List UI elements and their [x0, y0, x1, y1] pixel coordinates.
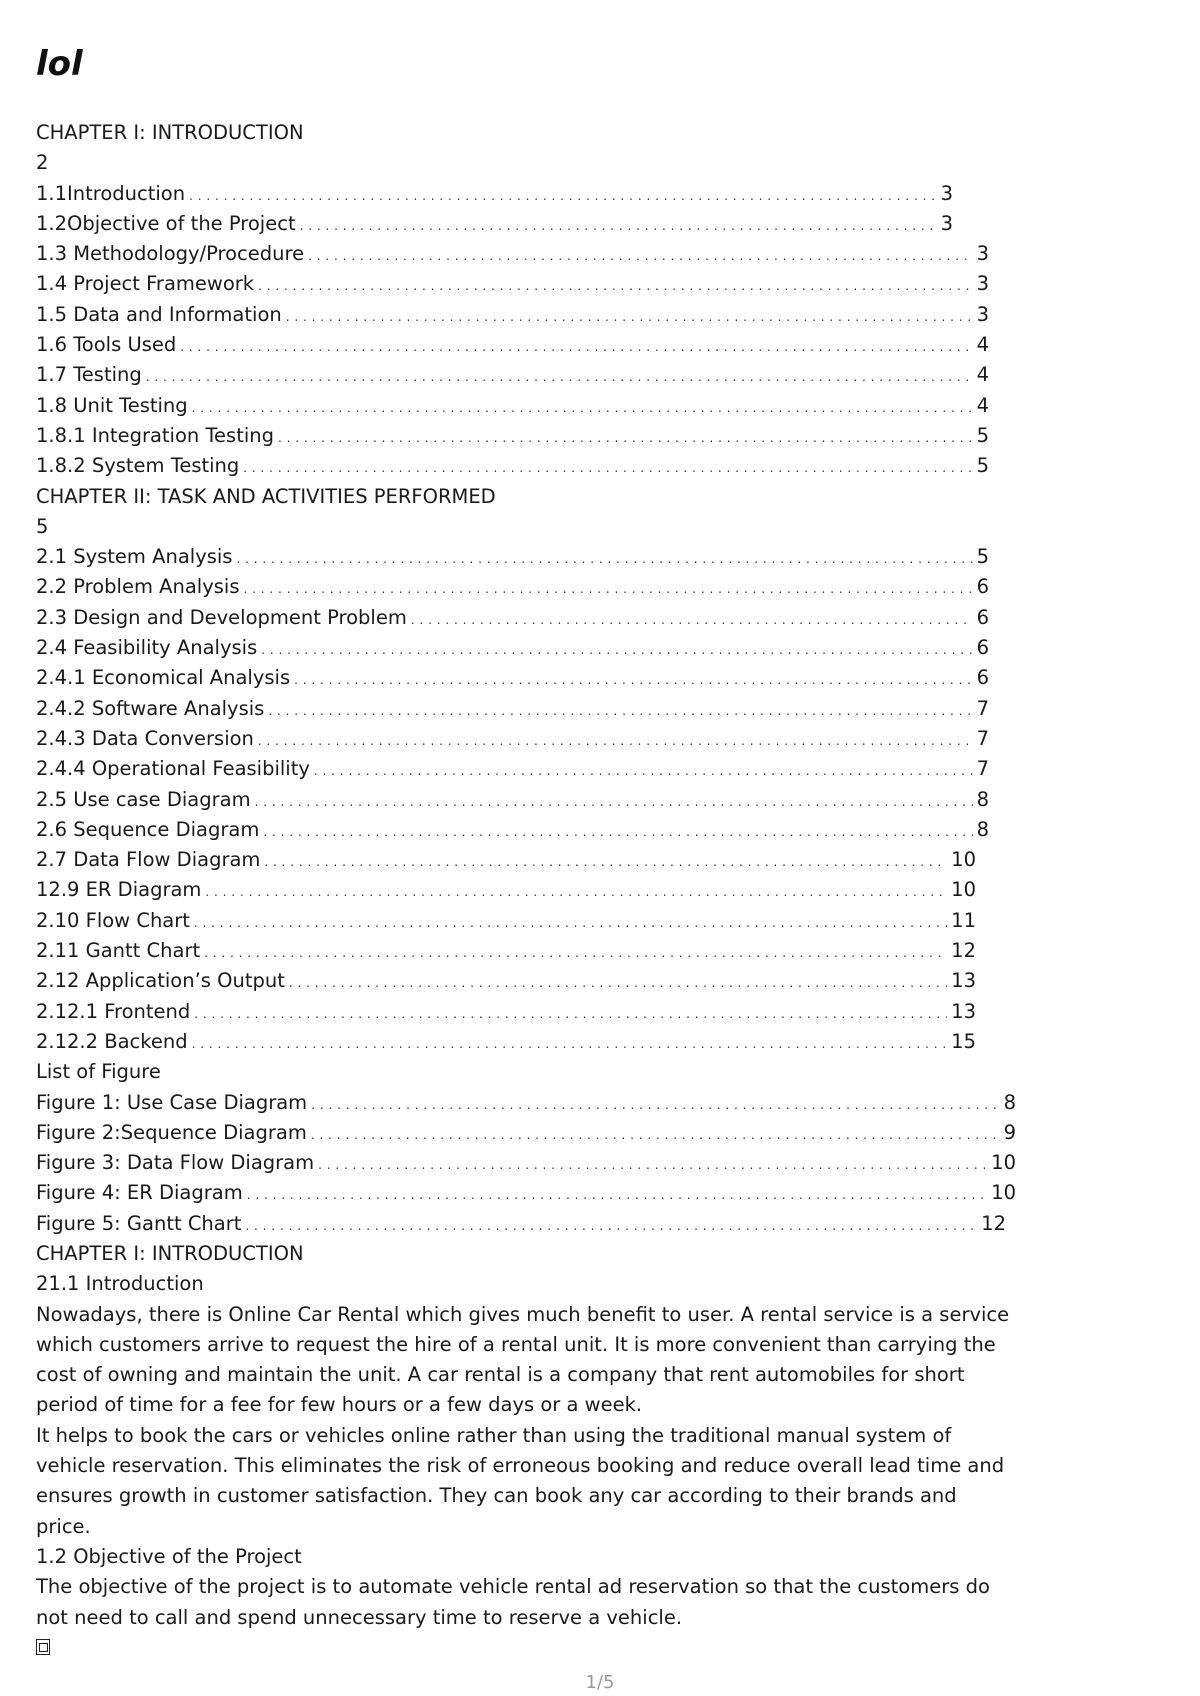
toc-entry: [36, 179, 953, 209]
toc-entry: [36, 360, 989, 390]
toc-leader-dots: [255, 785, 973, 815]
toc-entry-page: 7: [976, 726, 989, 750]
toc-entry-page: 3: [976, 272, 989, 296]
toc-entry: [36, 1209, 1006, 1239]
toc-entry: [36, 633, 989, 663]
toc-entry-label: 2.1 System Analysis: [36, 545, 233, 569]
toc-entry-page: 12: [981, 1211, 1006, 1235]
toc-leader-dots: [318, 1148, 987, 1178]
toc-entry-page: 10: [951, 848, 976, 872]
toc-leader-dots: [294, 663, 972, 693]
toc-entry-label: 1.7 Testing: [36, 363, 142, 387]
toc-entry-page: 6: [976, 605, 989, 629]
toc-entry: [36, 663, 989, 693]
toc-entry-label: 1.2Objective of the Project: [36, 211, 296, 235]
toc-leader-dots: [268, 694, 972, 724]
toc-entry-label: Figure 2:Sequence Diagram: [36, 1120, 307, 1144]
toc-entry-label: 2.7 Data Flow Diagram: [36, 848, 261, 872]
toc-entry-label: 2.10 Flow Chart: [36, 908, 190, 932]
toc-entry: [36, 906, 976, 936]
toc-entry-page: 3: [976, 302, 989, 326]
toc-entry: [36, 724, 989, 754]
toc-entry-page: 9: [1003, 1120, 1016, 1144]
toc-leader-dots: [247, 1178, 987, 1208]
toc-leader-dots: [300, 209, 937, 239]
chapter2-heading: CHAPTER II: TASK AND ACTIVITIES PERFORMED: [36, 484, 496, 508]
toc-leader-dots: [205, 875, 947, 905]
toc-entry: [36, 542, 989, 572]
toc-leader-dots: [204, 936, 947, 966]
toc-leader-dots: [314, 754, 973, 784]
toc-entry-page: 7: [976, 757, 989, 781]
toc-entry: [36, 269, 989, 299]
toc-entry: [36, 209, 953, 239]
toc-entry-page: 12: [951, 939, 976, 963]
toc-leader-dots: [258, 724, 973, 754]
chapter1-heading: CHAPTER I: INTRODUCTION: [36, 121, 304, 144]
toc-leader-dots: [311, 1118, 1000, 1148]
toc-entry-label: 1.4 Project Framework: [36, 272, 255, 296]
toc-entry: [36, 300, 989, 330]
toc-entry-label: 2.5 Use case Diagram: [36, 787, 251, 811]
toc-entry-label: Figure 1: Use Case Diagram: [36, 1090, 308, 1114]
toc-entry-label: 1.8 Unit Testing: [36, 393, 188, 417]
paragraph-1: Nowadays, there is Online Car Rental which gives much benefit to user. A rental service is a service which customers arrive to request the hire of a rental unit. It is more convenient than carrying the cost of owning and maintain the unit. A car rental is a company that rent automobiles for short period of time for a fee for few hours or a few days or a week.: [36, 1302, 1010, 1417]
toc-leader-dots: [308, 239, 972, 269]
toc-entry: [36, 936, 976, 966]
document-content: [36, 118, 1166, 1663]
toc-leader-dots: [243, 572, 972, 602]
toc-entry: [36, 451, 989, 481]
toc-entry: [36, 603, 989, 633]
toc-entry: [36, 239, 989, 269]
toc-leader-dots: [192, 1027, 948, 1057]
toc-leader-dots: [194, 906, 947, 936]
toc-entry-page: 15: [951, 1029, 976, 1053]
toc-leader-dots: [192, 391, 973, 421]
toc-entry-page: 5: [976, 454, 989, 478]
toc-leader-dots: [245, 1209, 977, 1239]
toc-entry-label: 1.3 Methodology/Procedure: [36, 242, 305, 266]
toc-entry-page: 4: [976, 393, 989, 417]
toc-leader-dots: [264, 845, 947, 875]
toc-entry: [36, 1148, 1016, 1178]
toc-entry: [36, 391, 989, 421]
toc-entry-page: 10: [991, 1181, 1016, 1205]
toc-entry: [36, 754, 989, 784]
toc-leader-dots: [263, 815, 972, 845]
toc-entry-page: 3: [976, 242, 989, 266]
toc-entry: [36, 1027, 976, 1057]
toc-entry-label: 2.6 Sequence Diagram: [36, 817, 260, 841]
toc-entry-label: 1.1Introduction: [36, 181, 186, 205]
toc-leader-dots: [286, 300, 973, 330]
toc-entry-label: 2.4.1 Economical Analysis: [36, 666, 291, 690]
toc-entry-label: 2.11 Gantt Chart: [36, 939, 201, 963]
toc-entry-page: 5: [976, 423, 989, 447]
toc-leader-dots: [146, 360, 973, 390]
toc-entry: [36, 572, 989, 602]
toc-entry-page: 8: [976, 817, 989, 841]
toc-entry-label: 2.2 Problem Analysis: [36, 575, 240, 599]
toc-entry-label: 2.4 Feasibility Analysis: [36, 636, 258, 660]
toc-leader-dots: [311, 1088, 999, 1118]
toc-entry-label: 1.6 Tools Used: [36, 333, 177, 357]
toc-entry-page: 7: [976, 696, 989, 720]
toc-entry-page: 3: [940, 181, 953, 205]
chapter1-page: 2: [36, 151, 49, 175]
body-chapter-heading: CHAPTER I: INTRODUCTION: [36, 1241, 304, 1265]
toc-leader-dots: [258, 269, 973, 299]
toc-entry-label: 1.8.1 Integration Testing: [36, 423, 275, 447]
toc-entry: [36, 330, 989, 360]
toc-entry-page: 10: [991, 1151, 1016, 1175]
toc-entry-label: 2.12 Application’s Output: [36, 969, 285, 993]
toc-entry-page: 10: [951, 878, 976, 902]
section-1-1-heading: 21.1 Introduction: [36, 1272, 204, 1296]
toc-entry-label: 1.8.2 System Testing: [36, 454, 240, 478]
toc-entry-page: 13: [951, 969, 976, 993]
toc-entry: [36, 875, 976, 905]
toc-entry-page: 6: [976, 575, 989, 599]
toc-entry: [36, 815, 989, 845]
toc-entry-label: 2.12.1 Frontend: [36, 999, 191, 1023]
toc-leader-dots: [236, 542, 972, 572]
toc-entry: [36, 421, 989, 451]
toc-entry-page: 8: [976, 787, 989, 811]
toc-entry-label: Figure 3: Data Flow Diagram: [36, 1151, 315, 1175]
toc-entry-label: 1.5 Data and Information: [36, 302, 282, 326]
toc-leader-dots: [194, 997, 947, 1027]
toc-entry-label: Figure 5: Gantt Chart: [36, 1211, 242, 1235]
paragraph-2: It helps to book the cars or vehicles online rather than using the traditional manual system of vehicle reservation. This eliminates the risk of erroneous booking and reduce overall lead time and ensures growth in customer satisfaction. They can book any car according to their brands and price.: [36, 1423, 1005, 1538]
toc-chapter2: [36, 542, 1166, 1057]
toc-entry-label: Figure 4: ER Diagram: [36, 1181, 243, 1205]
toc-leader-dots: [411, 603, 973, 633]
toc-leader-dots: [278, 421, 973, 451]
toc-entry: [36, 845, 976, 875]
page-indicator: 1/5: [585, 1672, 615, 1693]
toc-entry: [36, 1088, 1016, 1118]
toc-entry-label: 2.4.4 Operational Feasibility: [36, 757, 310, 781]
toc-entry-page: 6: [976, 636, 989, 660]
document-title: lol: [36, 44, 83, 84]
toc-entry: [36, 1118, 1016, 1148]
toc-leader-dots: [243, 451, 972, 481]
toc-entry-page: 8: [1003, 1090, 1016, 1114]
toc-entry: [36, 785, 989, 815]
toc-entry-page: 4: [976, 333, 989, 357]
toc-figures: [36, 1088, 1166, 1239]
toc-chapter1: [36, 179, 1166, 482]
placeholder-glyph-line: [36, 1633, 1166, 1663]
toc-leader-dots: [189, 179, 936, 209]
toc-entry: [36, 997, 976, 1027]
chapter2-page: 5: [36, 514, 49, 538]
toc-leader-dots: [180, 330, 972, 360]
toc-entry-label: 12.9 ER Diagram: [36, 878, 202, 902]
toc-leader-dots: [261, 633, 972, 663]
paragraph-3: The objective of the project is to automate vehicle rental ad reservation so that the customers do not need to call and spend unnecessary time to reserve a vehicle.: [36, 1575, 990, 1629]
toc-entry: [36, 1178, 1016, 1208]
toc-entry-label: 2.3 Design and Development Problem: [36, 605, 407, 629]
list-of-figure-heading: List of Figure: [36, 1060, 161, 1084]
missing-glyph-icon: [36, 1639, 50, 1655]
section-1-2-heading: 1.2 Objective of the Project: [36, 1544, 302, 1568]
toc-entry-page: 6: [976, 666, 989, 690]
toc-leader-dots: [289, 966, 947, 996]
toc-entry-page: 3: [940, 211, 953, 235]
toc-entry-label: 2.4.3 Data Conversion: [36, 726, 254, 750]
toc-entry-page: 11: [951, 908, 976, 932]
toc-entry-page: 4: [976, 363, 989, 387]
toc-entry-label: 2.4.2 Software Analysis: [36, 696, 265, 720]
toc-entry: [36, 694, 989, 724]
toc-entry-page: 5: [976, 545, 989, 569]
toc-entry: [36, 966, 976, 996]
toc-entry-page: 13: [951, 999, 976, 1023]
toc-entry-label: 2.12.2 Backend: [36, 1029, 188, 1053]
